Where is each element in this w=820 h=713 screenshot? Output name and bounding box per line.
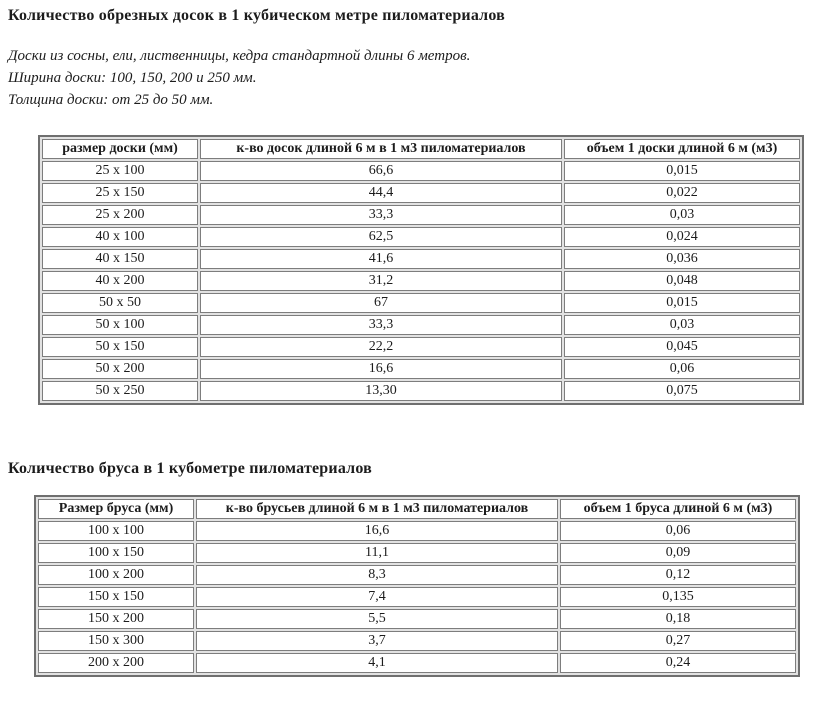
table-row	[38, 565, 796, 585]
table-cell: 0,036	[564, 249, 800, 269]
table-cell: 25 х 200	[42, 205, 198, 225]
table-cell: 7,4	[196, 587, 558, 607]
table-cell: 0,27	[560, 631, 796, 651]
table-cell: 8,3	[196, 565, 558, 585]
table-cell: 0,045	[564, 337, 800, 357]
table-cell: 16,6	[200, 359, 562, 379]
table-row	[38, 521, 796, 541]
table-row	[42, 337, 800, 357]
table-cell: 150 х 200	[38, 609, 194, 629]
table-cell: 0,024	[564, 227, 800, 247]
column-header: объем 1 бруса длиной 6 м (м3)	[560, 499, 796, 519]
beams-table	[34, 495, 800, 677]
column-header: к-во досок длиной 6 м в 1 м3 пиломатериалов	[200, 139, 562, 159]
beams-section-title: Количество бруса в 1 кубометре пиломатериалов	[8, 460, 372, 477]
table-cell: 33,3	[200, 315, 562, 335]
table-cell: 0,015	[564, 293, 800, 313]
table-cell: 33,3	[200, 205, 562, 225]
table-cell: 100 х 100	[38, 521, 194, 541]
column-header: к-во брусьев длиной 6 м в 1 м3 пиломатериалов	[196, 499, 558, 519]
column-header: Размер бруса (мм)	[38, 499, 194, 519]
table-cell: 44,4	[200, 183, 562, 203]
table-cell: 40 х 150	[42, 249, 198, 269]
table-cell: 0,03	[564, 205, 800, 225]
table-cell: 150 х 150	[38, 587, 194, 607]
table-cell: 3,7	[196, 631, 558, 651]
table-cell: 5,5	[196, 609, 558, 629]
table-cell: 50 х 50	[42, 293, 198, 313]
table-cell: 50 х 250	[42, 381, 198, 401]
table-cell: 0,135	[560, 587, 796, 607]
table-cell: 25 х 150	[42, 183, 198, 203]
table-cell: 22,2	[200, 337, 562, 357]
table-cell: 0,06	[564, 359, 800, 379]
boards-table-body	[42, 161, 800, 401]
table-cell: 0,022	[564, 183, 800, 203]
column-header: объем 1 доски длиной 6 м (м3)	[564, 139, 800, 159]
table-cell: 200 х 200	[38, 653, 194, 673]
table-cell: 40 х 200	[42, 271, 198, 291]
table-row	[38, 543, 796, 563]
table-cell: 100 х 150	[38, 543, 194, 563]
table-cell: 13,30	[200, 381, 562, 401]
boards-table-header-row	[42, 139, 800, 159]
table-cell: 0,24	[560, 653, 796, 673]
boards-section-title: Количество обрезных досок в 1 кубическом метре пиломатериалов	[8, 7, 505, 24]
column-header: размер доски (мм)	[42, 139, 198, 159]
table-cell: 41,6	[200, 249, 562, 269]
table-row	[42, 293, 800, 313]
beams-table-body	[38, 521, 796, 673]
table-row	[42, 249, 800, 269]
table-row	[42, 315, 800, 335]
table-cell: 100 х 200	[38, 565, 194, 585]
table-cell: 62,5	[200, 227, 562, 247]
table-cell: 66,6	[200, 161, 562, 181]
boards-intro	[8, 45, 820, 111]
table-row	[42, 205, 800, 225]
boards-table	[38, 135, 804, 405]
table-cell: 0,09	[560, 543, 796, 563]
beams-table-header-row	[38, 499, 796, 519]
table-cell: 67	[200, 293, 562, 313]
intro-line-thickness: Толщина доски: от 25 до 50 мм.	[8, 92, 214, 108]
intro-line-width: Ширина доски: 100, 150, 200 и 250 мм.	[8, 70, 257, 86]
table-cell: 16,6	[196, 521, 558, 541]
table-cell: 0,06	[560, 521, 796, 541]
table-cell: 0,075	[564, 381, 800, 401]
table-row	[42, 359, 800, 379]
table-cell: 0,12	[560, 565, 796, 585]
table-row	[42, 183, 800, 203]
table-cell: 0,03	[564, 315, 800, 335]
table-cell: 50 х 150	[42, 337, 198, 357]
table-cell: 0,048	[564, 271, 800, 291]
table-row	[38, 587, 796, 607]
table-row	[42, 381, 800, 401]
table-row	[38, 653, 796, 673]
table-row	[38, 631, 796, 651]
table-cell: 0,18	[560, 609, 796, 629]
table-cell: 11,1	[196, 543, 558, 563]
table-row	[42, 227, 800, 247]
table-cell: 4,1	[196, 653, 558, 673]
table-row	[42, 161, 800, 181]
intro-line-species: Доски из сосны, ели, лиственницы, кедра стандартной длины 6 метров.	[8, 48, 471, 64]
table-cell: 50 х 200	[42, 359, 198, 379]
table-cell: 50 х 100	[42, 315, 198, 335]
table-cell: 150 х 300	[38, 631, 194, 651]
table-cell: 40 х 100	[42, 227, 198, 247]
table-cell: 0,015	[564, 161, 800, 181]
table-cell: 25 х 100	[42, 161, 198, 181]
table-cell: 31,2	[200, 271, 562, 291]
table-row	[42, 271, 800, 291]
table-row	[38, 609, 796, 629]
